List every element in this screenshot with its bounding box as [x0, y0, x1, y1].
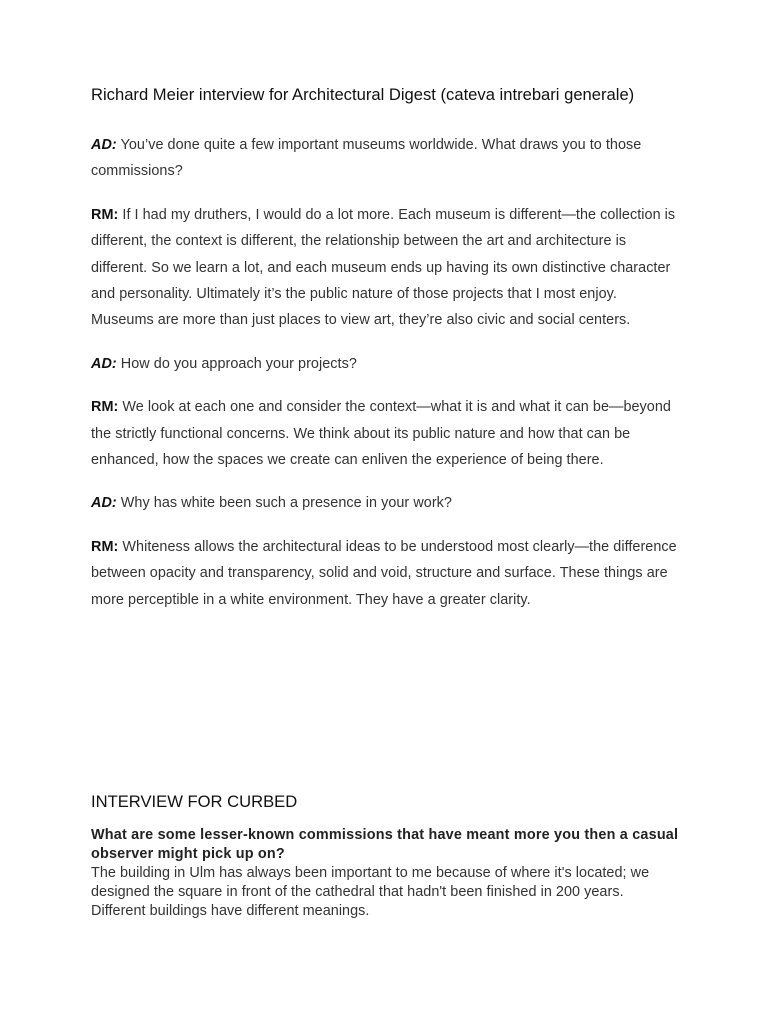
- answer-text: Whiteness allows the architectural ideas to be understood most clearly—the difference between opacity and transparency, solid and void, structure and surface. These things are more perceptible in a white environment. They have a greater clarity.: [91, 538, 677, 608]
- curbed-answer: The building in Ulm has always been important to me because of where it's located; we designed the square in front of the cathedral that hadn't been finished in 200 years. Different buildings have different meanings.: [91, 865, 650, 919]
- question-text: You’ve done quite a few important museums worldwide. What draws you to those commissions?: [91, 137, 642, 180]
- answer-text: If I had my druthers, I would do a lot more. Each museum is different—the collection is different, the context is different, the relationship between the art and architecture is different. So we learn a lot, and each museum ends up having its own distinctive character and personality. Ultimately it’s the public nature of those projects that I most enjoy. Museums are more than just places to view art, they’re also civic and social centers.: [91, 206, 676, 329]
- interview-article: [91, 84, 681, 630]
- qa-paragraph-rm: [91, 534, 681, 613]
- speaker-label-ad: AD:: [91, 495, 117, 512]
- speaker-label-ad: AD:: [91, 355, 117, 372]
- qa-paragraph-rm: [91, 394, 681, 473]
- answer-text: We look at each one and consider the context—what it is and what it can be—beyond the strictly functional concerns. We think about its public nature and how that can be enhanced, how the spaces we create can enliven the experience of being there.: [91, 399, 671, 469]
- curbed-section-heading: INTERVIEW FOR CURBED: [91, 792, 298, 811]
- question-text: Why has white been such a presence in your work?: [120, 495, 452, 512]
- qa-paragraph-ad: [91, 132, 681, 185]
- speaker-label-rm: RM:: [91, 399, 119, 416]
- speaker-label-ad: AD:: [91, 137, 117, 153]
- qa-paragraph-ad: [91, 351, 681, 377]
- document-title: Richard Meier interview for Architectural Digest (cateva intrebari generale): [91, 85, 635, 104]
- curbed-interview: [91, 826, 681, 921]
- curbed-question: What are some lesser-known commissions that have meant more you then a casual observer might pick up on?: [91, 827, 679, 862]
- speaker-label-rm: RM:: [91, 206, 119, 223]
- question-text: How do you approach your projects?: [120, 355, 357, 372]
- speaker-label-rm: RM:: [91, 538, 119, 555]
- qa-paragraph-rm: [91, 202, 681, 334]
- qa-paragraph-ad: [91, 490, 681, 516]
